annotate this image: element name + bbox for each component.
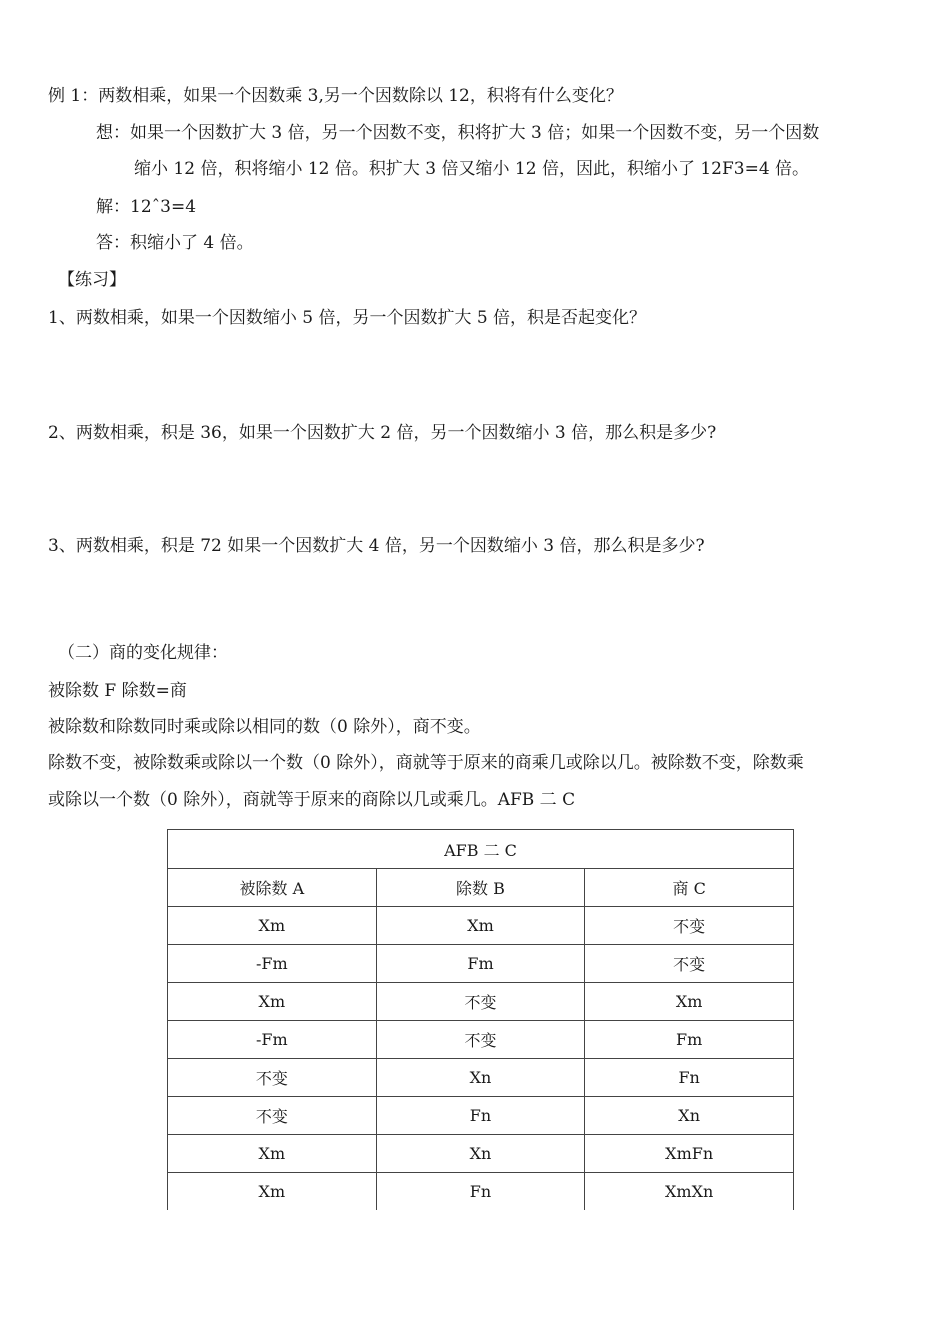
- example-question: 例 1：两数相乘，如果一个因数乘 3,另一个因数除以 12，积将有什么变化？: [48, 86, 623, 106]
- table-cell: -Fm: [168, 945, 377, 983]
- table-cell: Xm: [168, 1173, 377, 1211]
- division-formula: 被除数 F 除数=商: [48, 681, 187, 701]
- table-cell: Xm: [585, 983, 794, 1021]
- table-cell: Xm: [168, 907, 377, 945]
- table-row: [168, 945, 794, 983]
- table-cell: Xn: [585, 1097, 794, 1135]
- table-header: 除数 B: [376, 869, 585, 907]
- practice-item: 2、两数相乘，积是 36，如果一个因数扩大 2 倍，另一个因数缩小 3 倍，那么积是多少?: [48, 423, 717, 443]
- table-cell: 不变: [376, 983, 585, 1021]
- table-row: [168, 1135, 794, 1173]
- table-row: [168, 1021, 794, 1059]
- table-row: [168, 1097, 794, 1135]
- table-row: [168, 907, 794, 945]
- table-row: [168, 983, 794, 1021]
- table-cell: Fn: [585, 1059, 794, 1097]
- section-heading: （二）商的变化规律：: [58, 643, 228, 663]
- practice-heading: 【练习】: [58, 270, 126, 290]
- table-cell: Fm: [585, 1021, 794, 1059]
- table-cell: Xm: [168, 983, 377, 1021]
- table-cell: Xm: [376, 907, 585, 945]
- quotient-rules-table: [167, 829, 794, 1210]
- table-cell: Fn: [376, 1173, 585, 1211]
- table-cell: Xn: [376, 1135, 585, 1173]
- table-header: 被除数 A: [168, 869, 377, 907]
- example-think-line-1: 想：如果一个因数扩大 3 倍，另一个因数不变，积将扩大 3 倍；如果一个因数不变，另一个因数: [96, 123, 820, 143]
- table-row: [168, 1173, 794, 1211]
- example-answer: 答：积缩小了 4 倍。: [96, 233, 254, 253]
- table-row: [168, 1059, 794, 1097]
- practice-item: 1、两数相乘，如果一个因数缩小 5 倍，另一个因数扩大 5 倍，积是否起变化？: [48, 308, 647, 328]
- table-cell: Fn: [376, 1097, 585, 1135]
- example-solution: 解：12ˆ3=4: [96, 197, 197, 217]
- table-cell: Fm: [376, 945, 585, 983]
- rule-text: 被除数和除数同时乘或除以相同的数（0 除外），商不变。: [48, 717, 481, 737]
- rule-text: 或除以一个数（0 除外），商就等于原来的商除以几或乘几。AFB 二 C: [48, 790, 576, 810]
- table-cell: -Fm: [168, 1021, 377, 1059]
- table-header: 商 C: [585, 869, 794, 907]
- table-cell: XmFn: [585, 1135, 794, 1173]
- table-title: AFB 二 C: [168, 830, 794, 869]
- table-cell: 不变: [585, 945, 794, 983]
- table-cell: 不变: [376, 1021, 585, 1059]
- rule-text: 除数不变，被除数乘或除以一个数（0 除外），商就等于原来的商乘几或除以几。被除数不变，除数乘: [48, 753, 804, 773]
- example-think-line-2: 缩小 12 倍，积将缩小 12 倍。积扩大 3 倍又缩小 12 倍，因此，积缩小了 12F3=4 倍。: [134, 159, 810, 179]
- practice-item: 3、两数相乘，积是 72 如果一个因数扩大 4 倍，另一个因数缩小 3 倍，那么积是多少?: [48, 536, 705, 556]
- table-cell: XmXn: [585, 1173, 794, 1211]
- table-cell: 不变: [168, 1059, 377, 1097]
- table-cell: Xm: [168, 1135, 377, 1173]
- table-cell: 不变: [168, 1097, 377, 1135]
- table-cell: Xn: [376, 1059, 585, 1097]
- table-cell: 不变: [585, 907, 794, 945]
